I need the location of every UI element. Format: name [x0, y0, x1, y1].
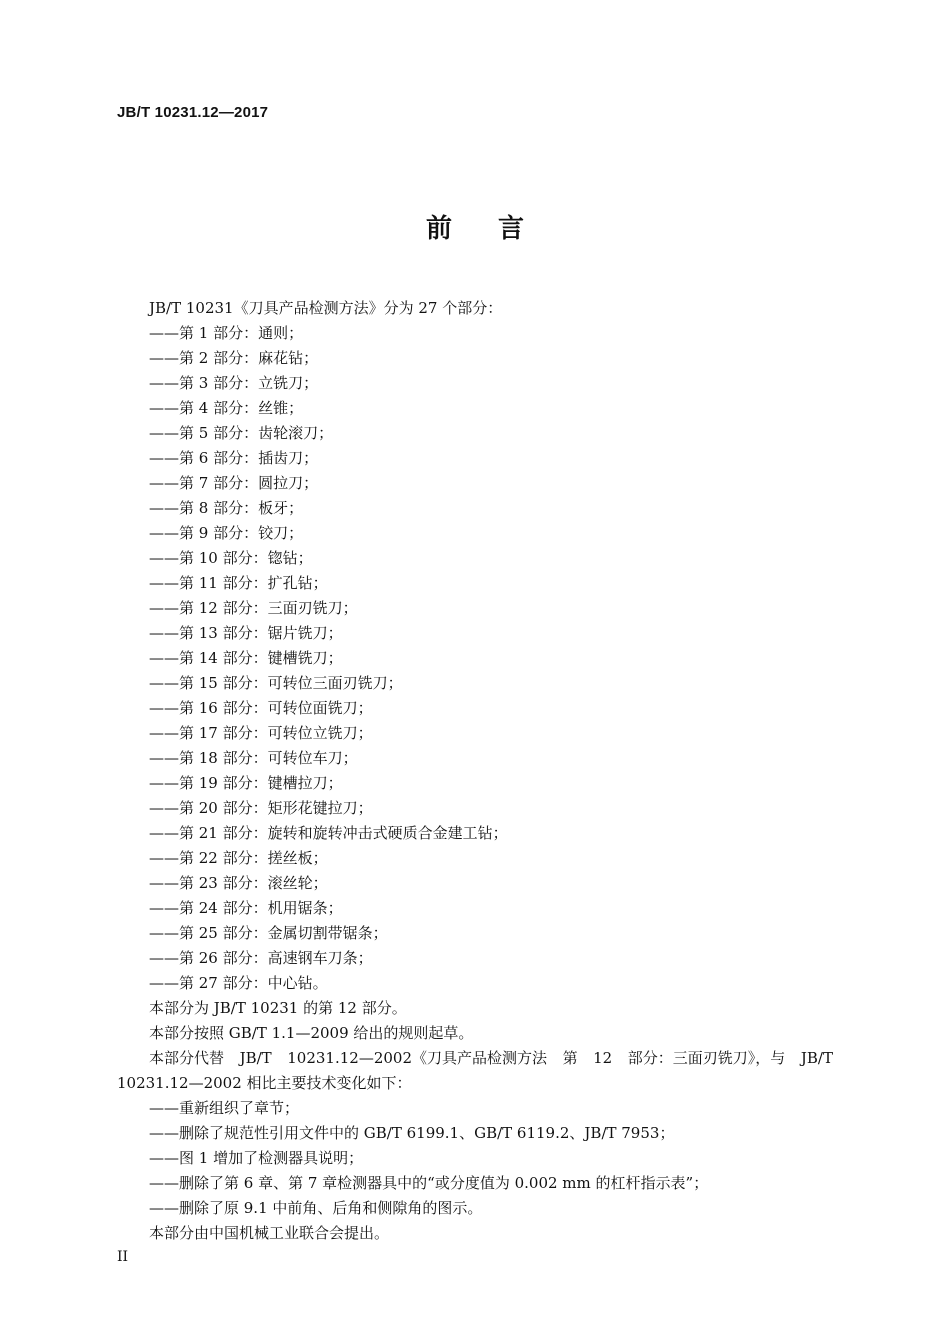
page-title: 前言 — [425, 214, 570, 244]
part-list-item: ——第 17 部分：可转位立铣刀； — [149, 724, 373, 742]
replace-token: 10231.12—2002《刀具产品检测方法 — [287, 1049, 547, 1067]
proposed-by-statement: 本部分由中国机械工业联合会提出。 — [149, 1224, 390, 1242]
replace-token: JB/T — [239, 1049, 272, 1067]
page-number: II — [117, 1249, 129, 1265]
replace-token: JB/T — [800, 1049, 833, 1067]
replace-token: 本部分代替 — [149, 1049, 225, 1067]
part-list-item: ——第 22 部分：搓丝板； — [149, 849, 328, 867]
part-statement: 本部分为 JB/T 10231 的第 12 部分。 — [149, 999, 407, 1017]
changes-list — [117, 1096, 833, 1221]
part-list-item: ——第 12 部分：三面刃铣刀； — [149, 599, 358, 617]
part-list-item: ——第 13 部分：锯片铣刀； — [149, 624, 343, 642]
change-list-item: ——删除了第 6 章、第 7 章检测器具中的“或分度值为 0.002 mm 的杠杆指示表”； — [149, 1174, 709, 1192]
change-list-item: ——图 1 增加了检测器具说明； — [149, 1149, 364, 1167]
part-list-item: ——第 6 部分：插齿刀； — [149, 449, 319, 467]
part-list-item: ——第 2 部分：麻花钻； — [149, 349, 319, 367]
document-code: JB/T 10231.12—2017 — [117, 104, 269, 121]
parts-list — [117, 321, 833, 996]
part-list-item: ——第 24 部分：机用锯条； — [149, 899, 343, 917]
part-list-item: ——第 4 部分：丝锥； — [149, 399, 304, 417]
part-list-item: ——第 25 部分：金属切割带锯条； — [149, 924, 388, 942]
part-list-item: ——第 5 部分：齿轮滚刀； — [149, 424, 334, 442]
part-list-item: ——第 8 部分：板牙； — [149, 499, 304, 517]
part-list-item: ——第 20 部分：矩形花键拉刀； — [149, 799, 373, 817]
replacement-statement-line1 — [117, 1046, 833, 1071]
part-list-item: ——第 7 部分：圆拉刀； — [149, 474, 319, 492]
part-list-item: ——第 21 部分：旋转和旋转冲击式硬质合金建工钻； — [149, 824, 508, 842]
part-list-item: ——第 15 部分：可转位三面刃铣刀； — [149, 674, 403, 692]
part-list-item: ——第 3 部分：立铣刀； — [149, 374, 319, 392]
replace-token: 部分：三面刃铣刀》，与 — [627, 1049, 786, 1067]
part-list-item: ——第 14 部分：键槽铣刀； — [149, 649, 343, 667]
part-list-item: ——第 26 部分：高速钢车刀条； — [149, 949, 373, 967]
change-list-item: ——删除了规范性引用文件中的 GB/T 6199.1、GB/T 6119.2、JB/T 7953； — [149, 1124, 675, 1142]
part-list-item: ——第 23 部分：滚丝轮； — [149, 874, 328, 892]
part-list-item: ——第 19 部分：键槽拉刀； — [149, 774, 343, 792]
replace-token: 第 — [562, 1049, 578, 1067]
part-list-item: ——第 11 部分：扩孔钻； — [149, 574, 328, 592]
part-list-item: ——第 27 部分：中心钻。 — [149, 974, 328, 992]
part-list-item: ——第 1 部分：通则； — [149, 324, 304, 342]
part-list-item: ——第 18 部分：可转位车刀； — [149, 749, 358, 767]
intro-paragraph: JB/T 10231《刀具产品检测方法》分为 27 个部分： — [149, 299, 503, 317]
change-list-item: ——重新组织了章节； — [149, 1099, 300, 1117]
part-list-item: ——第 9 部分：铰刀； — [149, 524, 304, 542]
part-list-item: ——第 16 部分：可转位面铣刀； — [149, 699, 373, 717]
change-list-item: ——删除了原 9.1 中前角、后角和侧隙角的图示。 — [149, 1199, 483, 1217]
foreword-body — [117, 296, 833, 1246]
replace-token: 12 — [593, 1049, 613, 1067]
part-list-item: ——第 10 部分：锪钻； — [149, 549, 313, 567]
drafting-rules-statement: 本部分按照 GB/T 1.1—2009 给出的规则起草。 — [149, 1024, 474, 1042]
replacement-statement-line2: 10231.12—2002 相比主要技术变化如下： — [117, 1074, 412, 1092]
